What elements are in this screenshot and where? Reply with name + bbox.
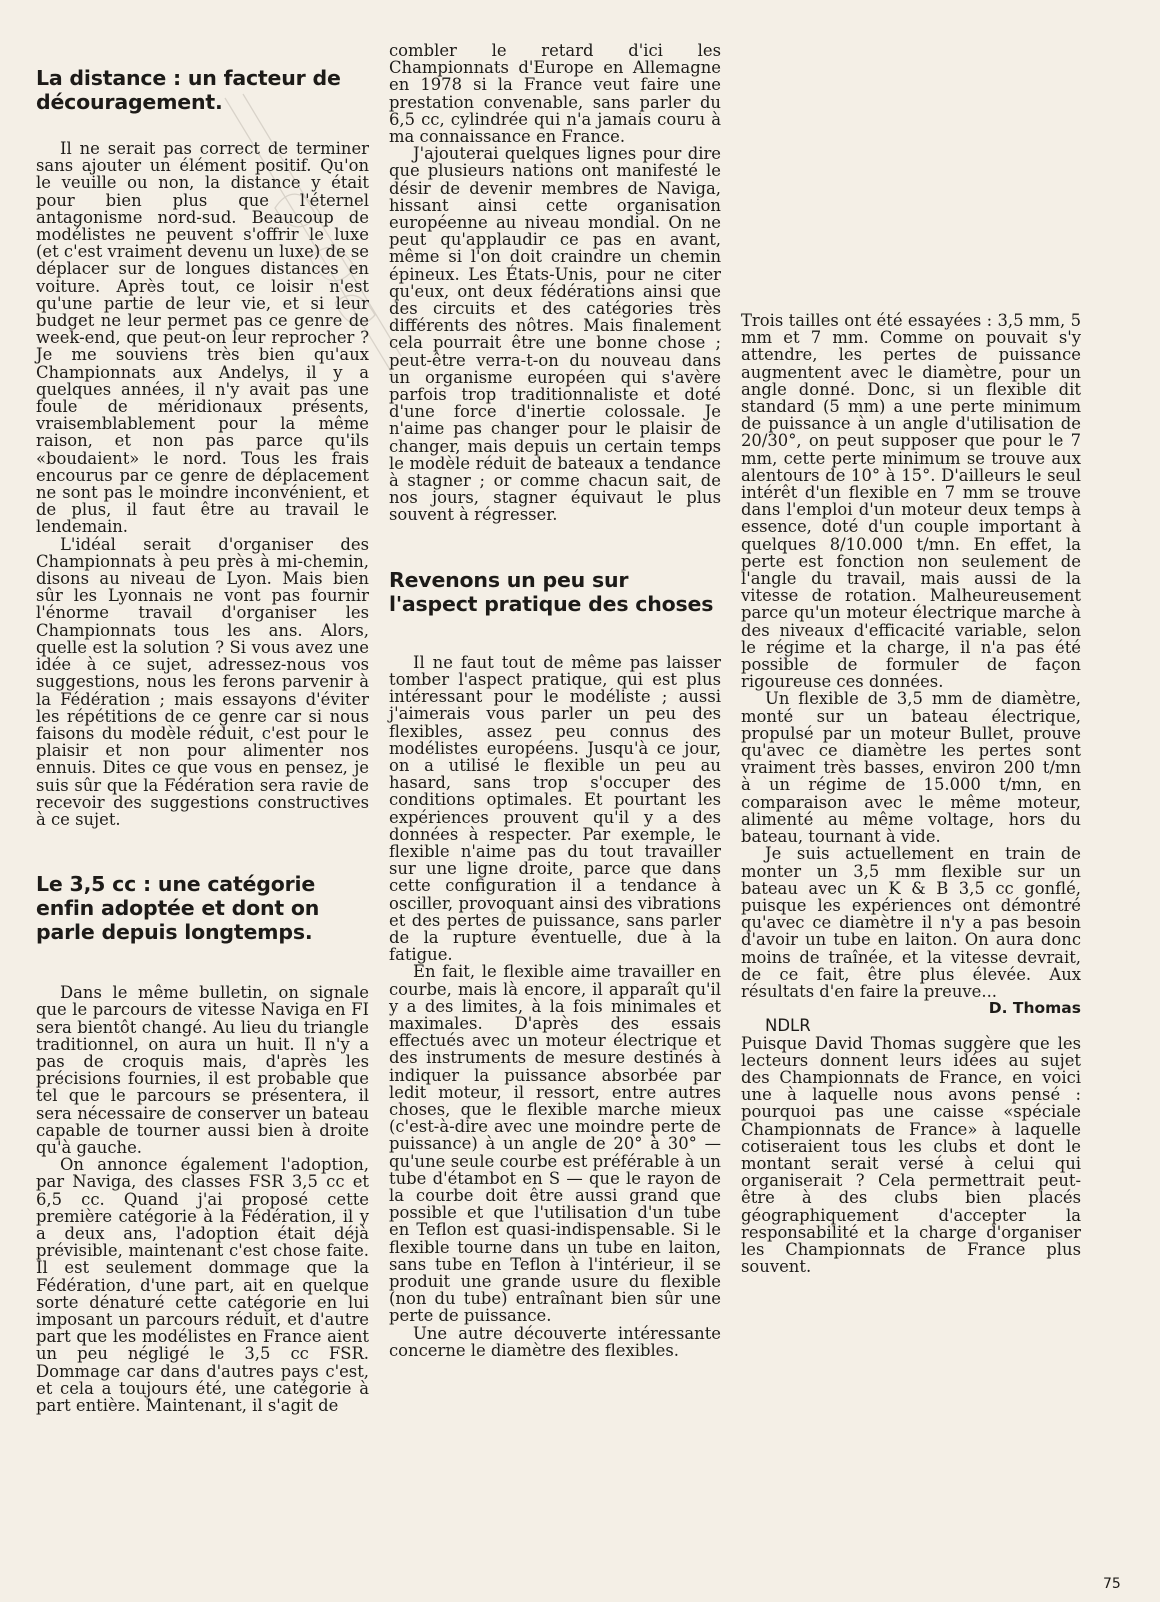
paragraph: Dans le même bulletin, on signale que le parcours de vitesse Naviga en FI sera bientôt changé. Au lieu du triangle traditionnel, on aura un huit. Il n'y a pas de croquis mais, d'après les précisions fournies, il est probable que tel que le parcours se présentera, il sera nécessaire de conserver un bateau capable de tourner aussi bien à droite qu'à gauche. [36, 983, 369, 1157]
paragraph: Trois tailles ont été essayées : 3,5 mm, 5 mm et 7 mm. Comme on pouvait s'y attendre, les pertes de puissance augmentent avec le diamètre, pour un angle donné. Donc, si un flexible dit standard (5 mm) a une perte minimum de puissance à un angle d'utilisation de 20/30°, on peut supposer que pour le 7 mm, cette perte minimum se trouve aux alentours de 10° à 15°. D'ailleurs le seul intérêt d'un flexible en 7 mm se trouve dans l'emploi d'un moteur deux temps à essence, doté d'un couple important à quelques 8/10.000 t/mn. En effet, la perte est fonction non seulement de l'angle du travail, mais aussi de la vitesse de rotation. Malheureusement parce qu'un moteur électrique marche à des niveaux d'efficacité variable, selon le régime et la charge, il n'a pas été possible de formuler de façon rigoureuse ces données. [741, 311, 1081, 692]
page-number: 75 [1103, 1576, 1121, 1592]
section-heading-distance: La distance : un facteur de découragement. [36, 66, 341, 114]
paragraph: combler le retard d'ici les Championnats d'Europe en Allemagne en 1978 si la France veut faire une prestation convenable, sans parler du 6,5 cc, cylindrée qui n'a jamais couru à ma connaissance en France. [389, 41, 721, 147]
paragraph: Je suis actuellement en train de monter un 3,5 mm flexible sur un bateau avec un K & B 3,5 cc gonflé, puisque les expériences ont démontré qu'avec ce diamètre il n'y a pas besoin d'avoir un tube en laiton. On aura donc moins de traînée, et la vitesse devrait, de ce fait, être plus élevée. Aux résultats d'en faire la preuve... [741, 844, 1081, 1001]
section-heading-aspect-pratique: Revenons un peu sur l'aspect pratique des choses [389, 567, 714, 616]
column-middle [389, 42, 721, 1359]
paragraph: On annonce également l'adoption, par Naviga, des classes FSR 3,5 cc et 6,5 cc. Quand j'ai proposé cette première catégorie à la Fédération, il y a deux ans, l'adoption était déjà prévisible, maintenant c'est chose faite. Il est seulement dommage que la Fédération, d'une part, ait en quelque sorte dénaturé cette catégorie en lui imposant un parcours réduit, et d'autre part que les modélistes en France aient un peu négligé le 3,5 cc FSR. Dommage car dans d'autres pays c'est, et cela a toujours été, une catégorie à part entière. Maintenant, il s'agit de [36, 1155, 369, 1415]
paragraph: Il ne faut tout de même pas laisser tomber l'aspect pratique, qui est plus intéressant pour le modéliste ; aussi j'aimerais vous parler un peu des flexibles, assez peu connus des modélistes européens. Jusqu'à ce jour, on a utilisé le flexible un peu au hasard, sans trop s'occuper des conditions optimales. Et pourtant les expériences prouvent qu'il y a des données à respecter. Par exemple, le flexible n'aime pas du tout travailler sur une ligne droite, parce que dans cette configuration il a tendance à osciller, provoquant ainsi des vibrations et des pertes de puissance, sans parler de la rupture éventuelle, due à la fatigue. [389, 652, 721, 965]
paragraph: En fait, le flexible aime travailler en courbe, mais là encore, il apparaît qu'il y a des limites, à la fois minimales et maximales. D'après des essais effectués avec un moteur électrique et des instruments de mesure destinés à indiquer la puissance absorbée par ledit moteur, il ressort, entre autres choses, que le flexible marche mieux (c'est-à-dire avec une moindre perte de puissance) à un angle de 20° à 30° — qu'une seule courbe est préférable à un tube d'étambot en S — que le rayon de la courbe doit être aussi grand que possible et que l'utilisation d'un tube en Teflon est quasi-indispensable. Si le flexible tourne dans un tube en laiton, sans tube en Teflon à l'intérieur, il se produit une grande usure du flexible (non du tube) entraînant bien sûr une perte de puissance. [389, 962, 721, 1326]
author-signature: D. Thomas [988, 999, 1081, 1018]
paragraph: Un flexible de 3,5 mm de diamètre, monté sur un bateau électrique, propulsé par un moteur Bullet, prouve qu'avec ce diamètre les pertes sont vraiment très basses, environ 200 t/mn à un régime de 15.000 t/mn, en comparaison avec le même moteur, alimenté au même voltage, hors du bateau, tournant à vide. [741, 689, 1081, 847]
paragraph: Une autre découverte intéressante concerne le diamètre des flexibles. [389, 1323, 721, 1360]
paragraph: Il ne serait pas correct de terminer sans ajouter un élément positif. Qu'on le veuille ou non, la distance y était pour bien plus que l'éternel antagonisme nord-sud. Beaucoup de modélistes ne peuvent s'offrir le luxe (et c'est vraiment devenu un luxe) de se déplacer sur de longues distances en voiture. Après tout, ce loisir n'est qu'une partie de leur vie, et si leur budget ne leur permet pas ce genre de week-end, que peut-on leur reprocher ? Je me souviens très bien qu'aux Championnats aux Andelys, il y a quelques années, il n'y avait pas une foule de méridionaux présents, vraisemblablement pour la même raison, et non pas parce qu'ils «boudaient» le nord. Tous les frais encourus par ce genre de déplacement ne sont pas le moindre inconvénient, et de plus, il faut être au travail le lendemain. [36, 139, 369, 537]
paragraph: L'idéal serait d'organiser des Championnats à peu près à mi-chemin, disons au niveau de Lyon. Mais bien sûr les Lyonnais ne vont pas fournir l'énorme travail d'organiser les Championnats tous les ans. Alors, quelle est la solution ? Si vous avez une idée à ce sujet, adressez-nous vos suggestions, nous les ferons parvenir à la Fédération ; mais essayons d'éviter les répétitions de ce genre car si nous faisons du modèle réduit, c'est pour le plaisir et non pour alimenter nos ennuis. Dites ce que vous en pensez, je suis sûr que la Fédération sera ravie de recevoir des suggestions constructives à ce sujet. [36, 534, 369, 829]
paragraph: J'ajouterai quelques lignes pour dire que plusieurs nations ont manifesté le désir de devenir membres de Naviga, hissant ainsi cette organisation européenne au niveau mondial. On ne peut qu'applaudir ce pas en avant, même si l'on doit craindre un chemin épineux. Les États-Unis, pour ne citer qu'eux, ont deux fédérations ainsi que des circuits et des catégories très différents des nôtres. Mais finalement cela pourrait être une bonne chose ; peut-être verra-t-on du nouveau dans un organisme européen qui s'avère parfois trop traditionnaliste et doté d'une force d'inertie colossale. Je n'aime pas changer pour le plaisir de changer, mais depuis un certain temps le modèle réduit de bateaux a tendance à stagner ; or comme chacun sait, de nos jours, stagner équivaut le plus souvent à régresser. [389, 144, 721, 525]
column-left [36, 66, 369, 1414]
column-right [741, 312, 1081, 1275]
ndlr-paragraph: Puisque David Thomas suggère que les lecteurs donnent leurs idées au sujet des Championnats de France, en voici une à laquelle nous avons pensé : pourquoi pas une caisse «spéciale Championnats de France» à laquelle cotiseraient tous les clubs et dont le montant serait versé à celui qui organiserait ? Cela permettrait peut-être à des clubs bien placés géographiquement d'accepter la responsabilité et la charge d'organiser les Championnats de France plus souvent. [741, 1033, 1081, 1277]
section-heading-3-5cc: Le 3,5 cc : une catégorie enfin adoptée et dont on parle depuis longtemps. [36, 872, 320, 945]
ndlr-title: NDLR [765, 1016, 811, 1036]
